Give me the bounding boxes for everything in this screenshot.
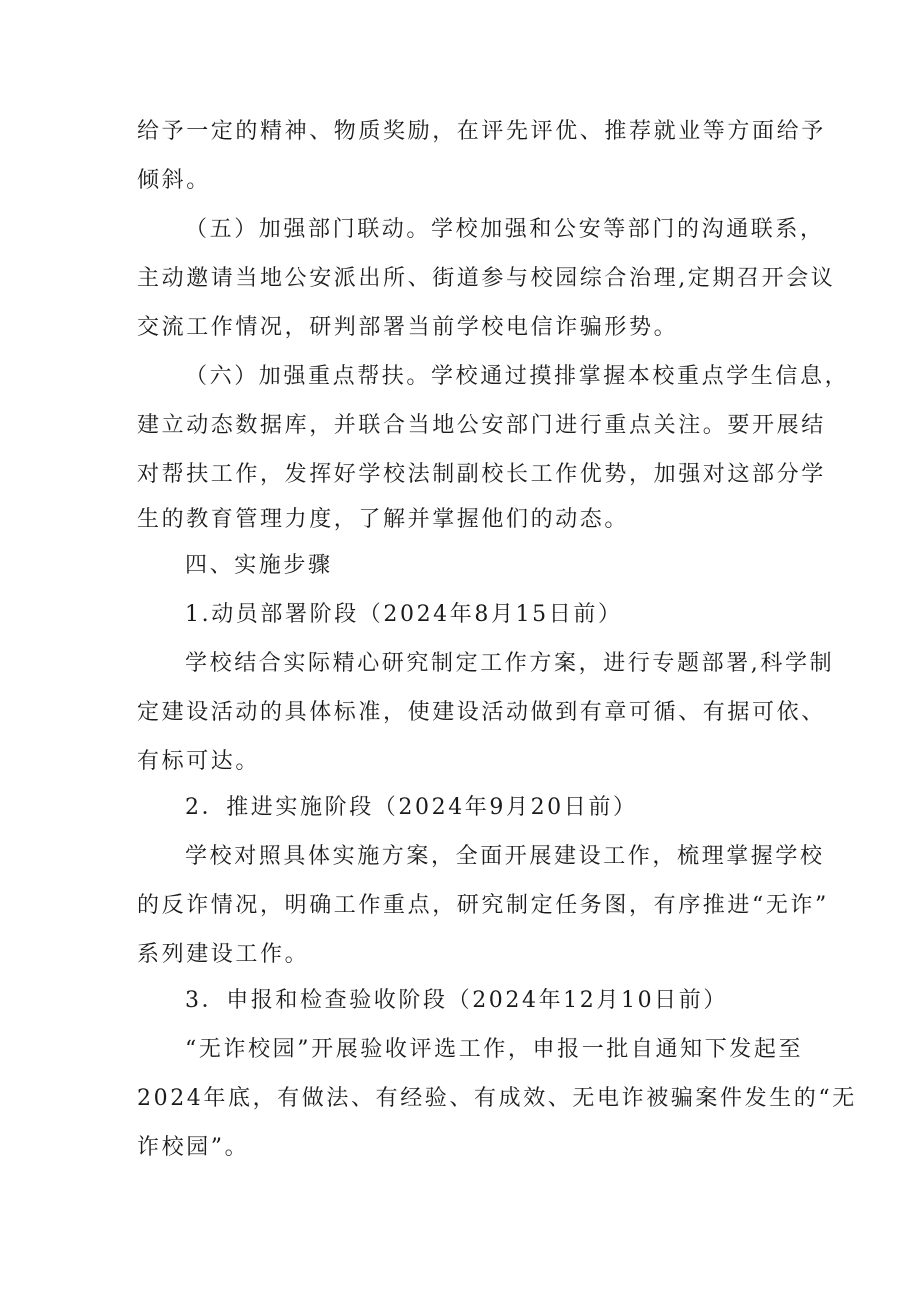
paragraph-line: 倾斜。 (137, 168, 211, 193)
paragraph-line: 给予一定的精神、物质奖励，在评先评优、推荐就业等方面给予 (137, 119, 826, 144)
paragraph-line: 学校结合实际精心研究制定工作方案，进行专题部署,科学制 (185, 651, 835, 676)
step-2-heading: 2．推进实施阶段（2024年9月20日前） (185, 795, 638, 820)
paragraph-line: 建立动态数据库，并联合当地公安部门进行重点关注。要开展结 (137, 413, 826, 438)
paragraph-line: 主动邀请当地公安派出所、街道参与校园综合治理,定期召开会议 (137, 266, 836, 291)
paragraph-line: 诈校园”。 (137, 1135, 250, 1160)
paragraph-line: “无诈校园”开展验收评选工作，申报一批自通知下发起至 (185, 1037, 804, 1062)
paragraph-line: 对帮扶工作，发挥好学校法制副校长工作优势，加强对这部分学 (137, 462, 826, 487)
section-6-first-line: （六）加强重点帮扶。学校通过摸排掌握本校重点学生信息， (185, 364, 850, 389)
paragraph-line: 系列建设工作。 (137, 942, 310, 967)
step-1-heading: 1.动员部署阶段（2024年8月15日前） (185, 602, 623, 627)
paragraph-line: 生的教育管理力度，了解并掌握他们的动态。 (137, 507, 630, 532)
section-heading-implementation-steps: 四、实施步骤 (185, 553, 333, 578)
paragraph-line: 有标可达。 (137, 749, 261, 774)
paragraph-line: 学校对照具体实施方案，全面开展建设工作，梳理掌握学校 (185, 844, 825, 869)
paragraph-line: 交流工作情况，研判部署当前学校电信诈骗形势。 (137, 315, 679, 340)
paragraph-line: 2024年底，有做法、有经验、有成效、无电诈被骗案件发生的“无 (137, 1086, 857, 1111)
paragraph-line: 定建设活动的具体标准，使建设活动做到有章可循、有据可依、 (137, 700, 826, 725)
paragraph-line: 的反诈情况，明确工作重点，研究制定任务图，有序推进“无诈” (137, 893, 829, 918)
section-5-first-line: （五）加强部门联动。学校加强和公安等部门的沟通联系， (185, 217, 825, 242)
step-3-heading: 3．申报和检查验收阶段（2024年12月10日前） (185, 988, 728, 1013)
